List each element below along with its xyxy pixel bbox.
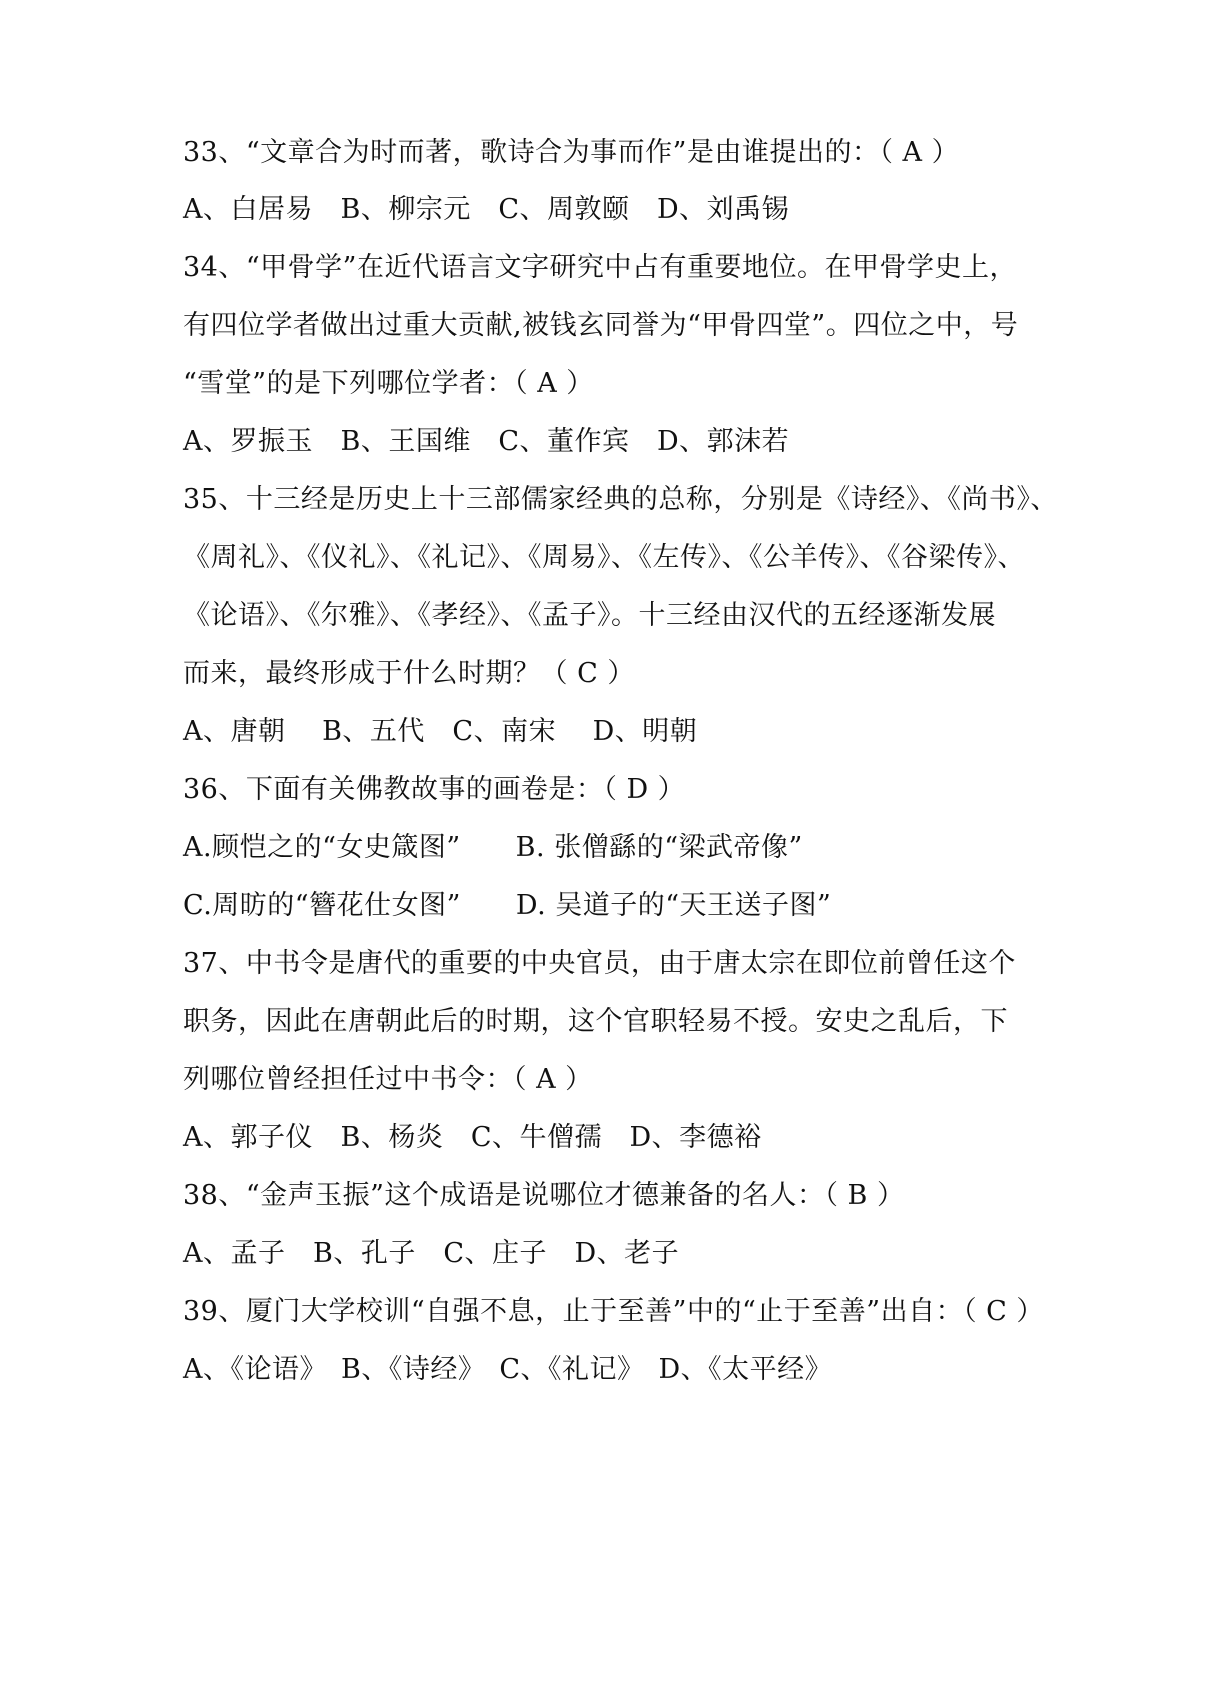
- question-35-line-2: 《周礼》、《仪礼》、《礼记》、《周易》、《左传》、《公羊传》、《谷梁传》、: [183, 542, 1025, 573]
- question-36-line-1: 36、下面有关佛教故事的画卷是：（ D ）: [183, 774, 686, 805]
- question-39-options: A、《论语》 B、《诗经》 C、《礼记》 D、《太平经》: [183, 1354, 833, 1385]
- question-39-line-1: 39、厦门大学校训“自强不息，止于至善”中的“止于至善”出自：（ C ）: [183, 1296, 1044, 1327]
- question-34-options: A、罗振玉 B、王国维 C、董作宾 D、郭沫若: [183, 426, 790, 457]
- question-35-line-1: 35、十三经是历史上十三部儒家经典的总称，分别是《诗经》、《尚书》、: [183, 484, 1058, 515]
- question-37-line-1: 37、中书令是唐代的重要的中央官员，由于唐太宗在即位前曾任这个: [183, 948, 1016, 979]
- question-36-options-row-1: A.顾恺之的“女史箴图” B. 张僧繇的“梁武帝像”: [183, 832, 803, 863]
- question-33-options: A、白居易 B、柳宗元 C、周敦颐 D、刘禹锡: [183, 194, 790, 225]
- question-37-line-3: 列哪位曾经担任过中书令：（ A ）: [183, 1064, 593, 1095]
- question-37-options: A、郭子仪 B、杨炎 C、牛僧孺 D、李德裕: [183, 1122, 762, 1153]
- question-35-line-3: 《论语》、《尔雅》、《孝经》、《孟子》。十三经由汉代的五经逐渐发展: [183, 600, 996, 631]
- question-34-line-2: 有四位学者做出过重大贡献,被钱玄同誉为“甲骨四堂”。四位之中，号: [183, 310, 1019, 341]
- question-34-line-3: “雪堂”的是下列哪位学者：（ A ）: [183, 368, 594, 399]
- question-34-line-1: 34、“甲骨学”在近代语言文字研究中占有重要地位。在甲骨学史上，: [183, 252, 1017, 283]
- question-37-line-2: 职务，因此在唐朝此后的时期，这个官职轻易不授。安史之乱后，下: [183, 1006, 1008, 1037]
- question-38-options: A、孟子 B、孔子 C、庄子 D、老子: [183, 1238, 680, 1269]
- question-38-line-1: 38、“金声玉振”这个成语是说哪位才德兼备的名人：（ B ）: [183, 1180, 905, 1211]
- question-33-line-1: 33、“文章合为时而著，歌诗合为事而作”是由谁提出的：（ A ）: [183, 137, 960, 168]
- question-36-options-row-2: C.周昉的“簪花仕女图” D. 吴道子的“天王送子图”: [183, 890, 832, 921]
- question-35-options: A、唐朝 B、五代 C、南宋 D、明朝: [183, 716, 698, 747]
- question-35-line-4: 而来，最终形成于什么时期？（ C ）: [183, 658, 635, 689]
